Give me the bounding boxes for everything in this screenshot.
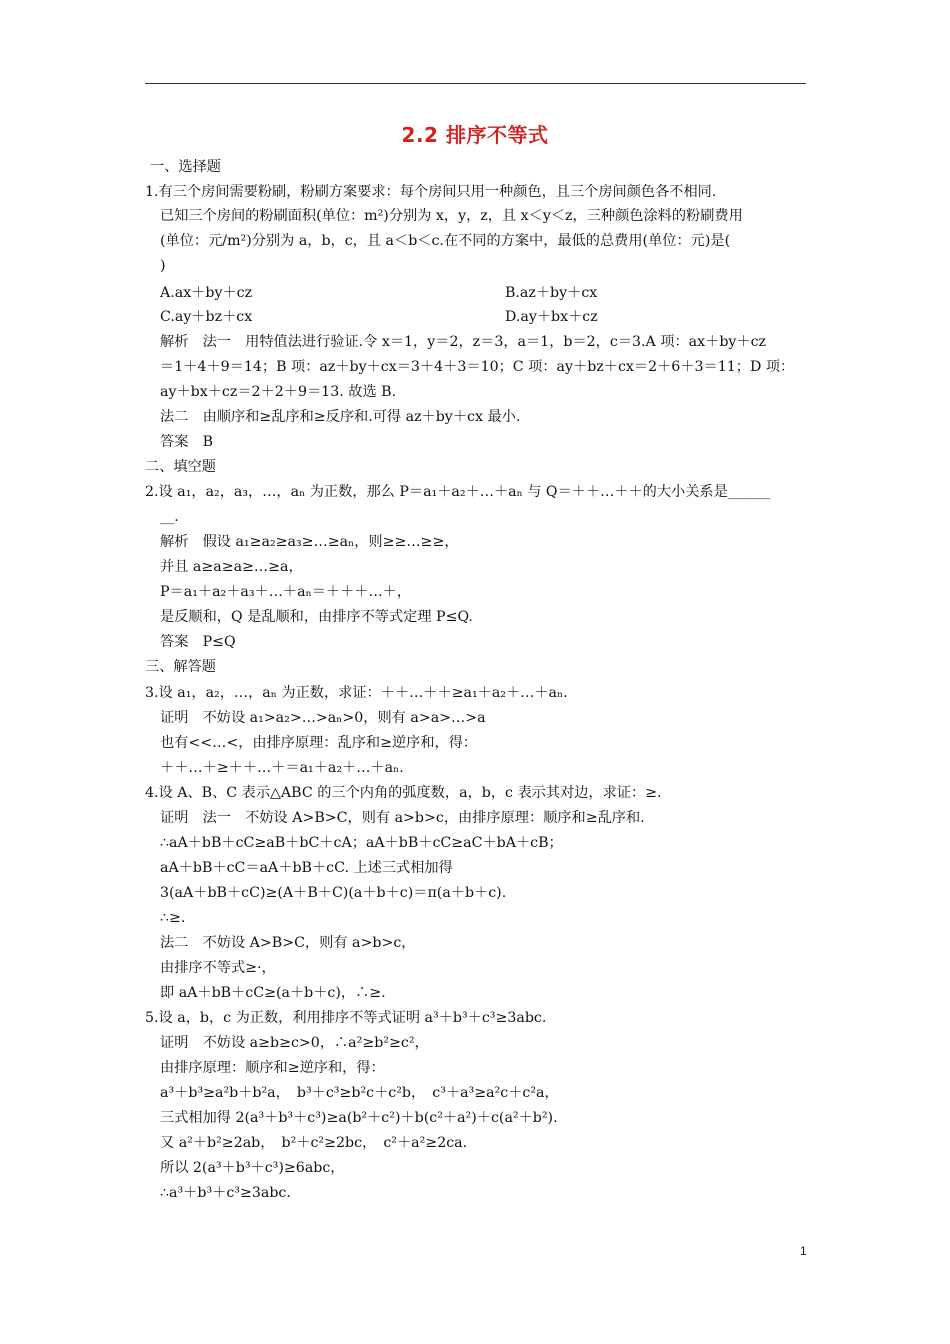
text-line: (单位：元/m²)分别为 a，b，c，且 a＜b＜c.在不同的方案中，最低的总费用(单位：元)是( bbox=[160, 233, 731, 249]
text-line: ay＋bx＋cz＝2＋2＋9＝13. 故选 B. bbox=[160, 384, 397, 400]
text-line: 由排序原理：顺序和≥逆序和，得： bbox=[160, 1060, 385, 1076]
page-number: 1 bbox=[800, 1244, 807, 1258]
text-line: 证明 不妨设 a≥b≥c>0，∴a²≥b²≥c²， bbox=[160, 1035, 429, 1051]
text-line: 3(aA＋bB＋cC)≥(A＋B＋C)(a＋b＋c)＝π(a＋b＋c). bbox=[160, 885, 507, 901]
text-line: ＝1＋4＋9＝14；B 项：az＋by＋cx＝3＋4＋3＝10；C 项：ay＋bz＋cx＝2＋6＋3＝11；D 项： bbox=[160, 359, 795, 375]
text-line: 已知三个房间的粉刷面积(单位：m²)分别为 x，y，z，且 x＜y＜z，三种颜色涂料的粉刷费用 bbox=[160, 208, 743, 224]
text-line: 法二 不妨设 A>B>C，则有 a>b>c， bbox=[160, 935, 416, 951]
text-line: aA＋bB＋cC＝aA＋bB＋cC. 上述三式相加得 bbox=[160, 860, 453, 876]
text-line: 证明 不妨设 a₁>a₂>…>aₙ>0，则有 a>a>…>a bbox=[160, 710, 486, 726]
text-line: ) bbox=[160, 258, 166, 274]
text-line: 答案 P≤Q bbox=[160, 634, 236, 650]
text-line: ∴aA＋bB＋cC≥aB＋bC＋cA；aA＋bB＋cC≥aC＋bA＋cB； bbox=[160, 835, 563, 851]
page-title: 2.2 排序不等式 bbox=[401, 123, 549, 147]
text-line: 证明 法一 不妨设 A>B>C，则有 a>b>c，由排序原理：顺序和≥乱序和. bbox=[160, 810, 645, 826]
text-line: 即 aA＋bB＋cC≥(a＋b＋c)，∴≥. bbox=[160, 985, 386, 1001]
text-line: A.ax＋by＋cz bbox=[160, 285, 253, 301]
text-line: 三式相加得 2(a³＋b³＋c³)≥a(b²＋c²)＋b(c²＋a²)＋c(a²＋b²). bbox=[160, 1110, 558, 1126]
text-line: C.ay＋bz＋cx bbox=[160, 309, 253, 325]
text-line: 一、选择题 bbox=[150, 159, 221, 175]
text-line: ∴a³＋b³＋c³≥3abc. bbox=[160, 1185, 291, 1201]
text-line: 1.有三个房间需要粉刷，粉刷方案要求：每个房间只用一种颜色，且三个房间颜色各不相同. bbox=[145, 184, 717, 200]
text-line: ∴≥. bbox=[160, 910, 186, 926]
text-line: 并且 a≥a≥a≥…≥a， bbox=[160, 559, 303, 575]
text-line: 4.设 A、B、C 表示△ABC 的三个内角的弧度数，a，b，c 表示其对边，求证：≥. bbox=[145, 785, 662, 801]
text-line: 所以 2(a³＋b³＋c³)≥6abc， bbox=[160, 1160, 345, 1176]
text-line: a³＋b³≥a²b＋b²a， b³＋c³≥b²c＋c²b， c³＋a³≥a²c＋c²a， bbox=[160, 1085, 559, 1101]
text-line: P＝a₁＋a₂＋a₃＋…＋aₙ＝＋＋＋…＋， bbox=[160, 584, 412, 600]
text-line: 解析 法一 用特值法进行验证.令 x＝1，y＝2，z＝3，a＝1，b＝2，c＝3.A 项：ax＋by＋cz bbox=[160, 334, 767, 350]
text-line: ＋＋…＋≥＋＋…＋＝a₁＋a₂＋…＋aₙ. bbox=[160, 760, 404, 776]
text-line: __. bbox=[160, 509, 179, 525]
text-line: D.ay＋bx＋cz bbox=[505, 309, 598, 325]
text-line: 由排序不等式≥·， bbox=[160, 960, 276, 976]
text-line: 也有<<…<，由排序原理：乱序和≥逆序和，得： bbox=[160, 735, 478, 751]
text-line: 又 a²＋b²≥2ab， b²＋c²≥2bc， c²＋a²≥2ca. bbox=[160, 1135, 468, 1151]
text-line: 5.设 a，b，c 为正数，利用排序不等式证明 a³＋b³＋c³≥3abc. bbox=[145, 1010, 547, 1026]
header-rule bbox=[145, 83, 806, 84]
text-line: 答案 B bbox=[160, 434, 213, 450]
text-line: 法二 由顺序和≥乱序和≥反序和.可得 az＋by＋cx 最小. bbox=[160, 409, 521, 425]
text-line: B.az＋by＋cx bbox=[505, 285, 598, 301]
text-line: 三、解答题 bbox=[145, 659, 216, 675]
text-line: 3.设 a₁，a₂，…，aₙ 为正数，求证：＋＋…＋＋≥a₁＋a₂＋…＋aₙ. bbox=[145, 685, 568, 701]
text-line: 解析 假设 a₁≥a₂≥a₃≥…≥aₙ，则≥≥…≥≥， bbox=[160, 534, 459, 550]
text-line: 2.设 a₁，a₂，a₃，…，aₙ 为正数，那么 P＝a₁＋a₂＋…＋aₙ 与 Q＝＋＋…＋＋的大小关系是______ bbox=[145, 484, 771, 500]
text-line: 二、填空题 bbox=[145, 459, 216, 475]
text-line: 是反顺和，Q 是乱顺和，由排序不等式定理 P≤Q. bbox=[160, 609, 473, 625]
